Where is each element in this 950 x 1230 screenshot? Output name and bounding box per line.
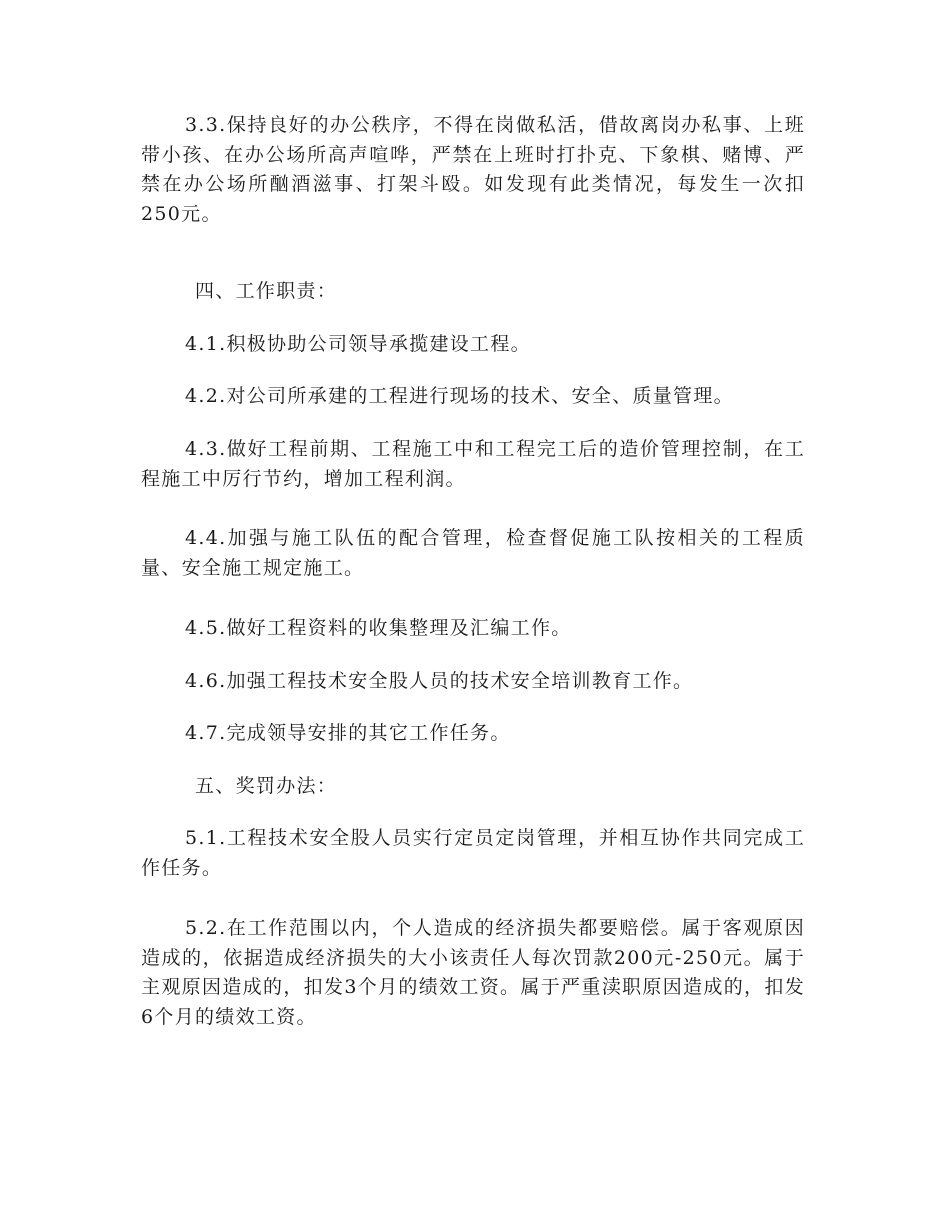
paragraph-4-4: 4.4.加强与施工队伍的配合管理，检查督促施工队按相关的工程质量、安全施工规定施工。	[141, 527, 805, 579]
paragraph-4-5: 4.5.做好工程资料的收集整理及汇编工作。	[185, 617, 572, 639]
paragraph-4-7: 4.7.完成领导安排的其它工作任务。	[185, 722, 511, 744]
paragraph-4-2: 4.2.对公司所承建的工程进行现场的技术、安全、质量管理。	[185, 385, 734, 407]
section-heading-rewards-penalties: 五、奖罚办法：	[195, 775, 338, 797]
paragraph-5-2: 5.2.在工作范围以内，个人造成的经济损失都要赔偿。属于客观原因造成的，依据造成经济损失的大小该责任人每次罚款200元-250元。属于主观原因造成的，扣发3个月的绩效工资。属于严重渎职原因造成的，扣发6个月的绩效工资。	[141, 917, 805, 1028]
paragraph-3-3-office-order: 3.3.保持良好的办公秩序，不得在岗做私活，借故离岗办私事、上班带小孩、在办公场所高声喧哗，严禁在上班时打扑克、下象棋、赌博、严禁在办公场所酗酒滋事、打架斗殴。如发现有此类情况，每发生一次扣250元。	[141, 114, 805, 225]
paragraph-5-1: 5.1.工程技术安全股人员实行定员定岗管理，并相互协作共同完成工作任务。	[141, 827, 805, 879]
paragraph-4-3: 4.3.做好工程前期、工程施工中和工程完工后的造价管理控制，在工程施工中厉行节约，增加工程利润。	[141, 438, 805, 490]
paragraph-4-6: 4.6.加强工程技术安全股人员的技术安全培训教育工作。	[185, 670, 694, 692]
section-heading-job-duties: 四、工作职责：	[195, 280, 338, 302]
paragraph-4-1: 4.1.积极协助公司领导承揽建设工程。	[185, 333, 531, 355]
